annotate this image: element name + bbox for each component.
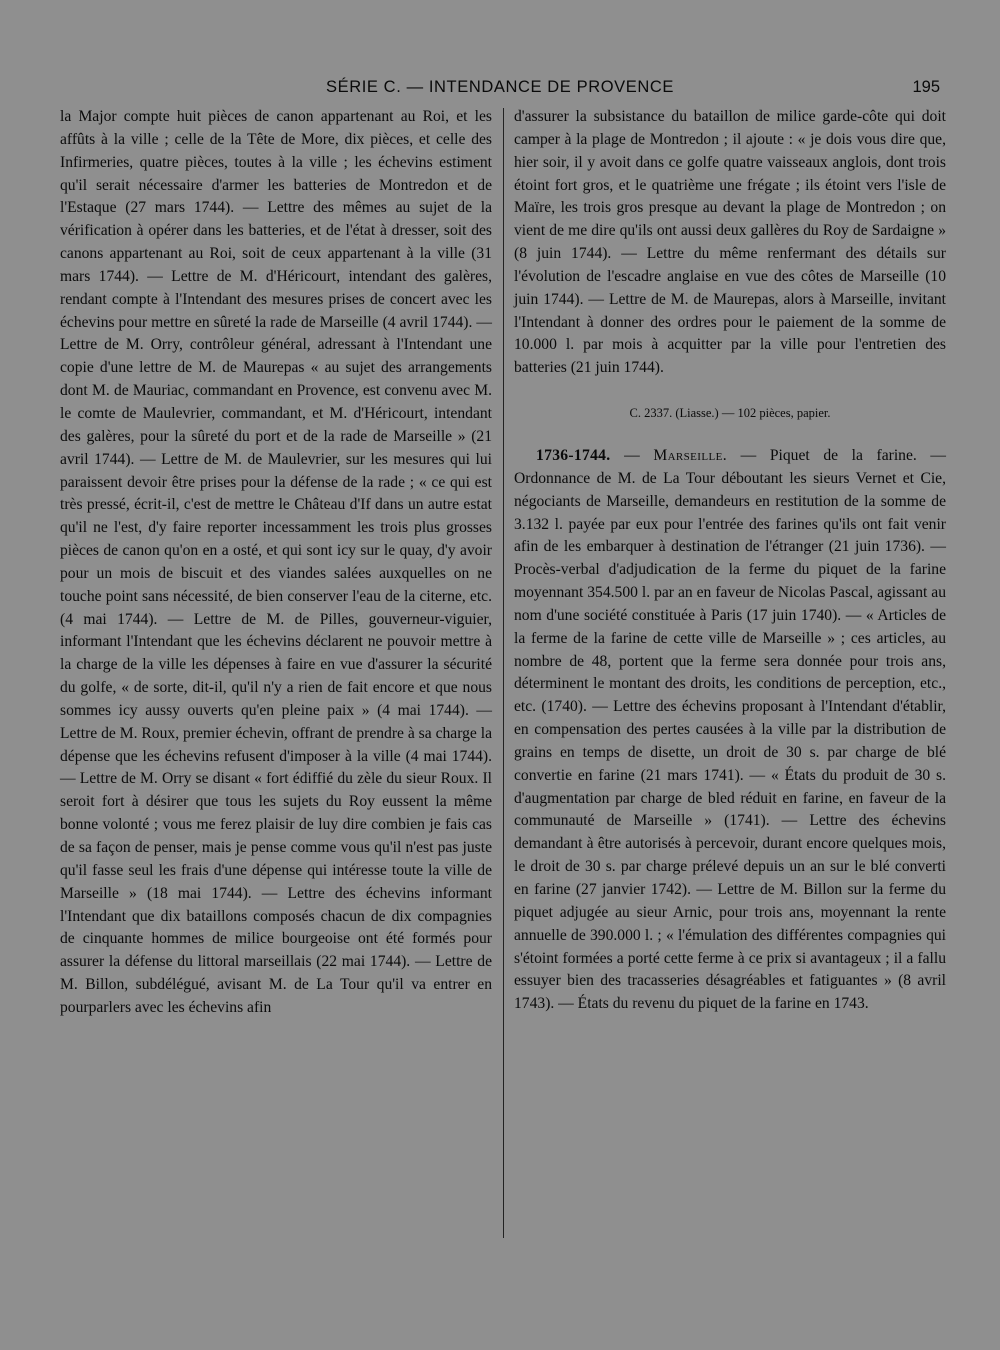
entry-paragraph [514, 445, 946, 1016]
page-number: 195 [912, 78, 940, 96]
continuation-paragraph: d'assurer la subsistance du bataillon de milice garde-côte qui doit camper à la plage de Montredon ; il ajoute : « je dois vous dire que, hier soir, il y avoit dans ce golfe quatre vaisseaux anglois, dont trois étoint fort gros, et le quatrième une frégate ; ils étoint vers l'isle de Maïre, les trois gros presque au devant la plage de Montredon ; on vient de me dire qu'ils ont aussi deux gallères du Roy de Sardaigne » (8 juin 1744). — Lettre du même renfermant des détails sur l'évolution de l'escadre anglaise en vue des côtes de Marseille (10 juin 1744). — Lettre de M. de Maurepas, alors à Marseille, invitant l'Intendant à donner des ordres pour le paiement de la somme de 10.000 l. par mois à acquitter par la ville pour l'entretien des batteries (21 juin 1744). [514, 108, 946, 377]
entry-date: 1736-1744. [536, 446, 611, 464]
entry-text: — Piquet de la farine. — Ordonnance de M. de La Tour déboutant les sieurs Vernet et Cie, négociants de Marseille, demandeurs en restitution de la somme de 3.132 l. payée par eux pour l'entrée des farines qu'ils ont fait venir afin de les embarquer à destination de l'étranger (21 juin 1736). — Procès-verbal d'adjudication de la ferme du piquet de la farine moyennant 354.500 l. par an en faveur de Nicolas Pascal, agissant au nom d'une société constituée à Paris (17 juin 1740). — « Articles de la ferme de la farine de cette ville de Marseille » ; ces articles, au nombre de 48, portent que la ferme sera donnée pour trois ans, déterminent le montant des droits, les conditions de perception, etc., etc. (1740). — Lettre des échevins proposant à l'Intendant d'établir, en compensation des pertes causées à la ville par la distribution de grains en temps de disette, un droit de 30 s. par charge de blé convertie en farine (21 mars 1741). — « États du produit de 30 s. d'augmentation par charge de bled réduit en farine, en faveur de la communauté de Marseille » (1741). — Lettre des échevins demandant à être autorisés à percevoir, durant encore quelques mois, le droit de 30 s. par charge prélevé depuis un an sur le blé converti en farine (27 janvier 1742). — Lettre de M. Billon sur la ferme du piquet adjugée au sieur Arnic, pour trois ans, moyennant la rente annuelle de 390.000 l. ; « l'émulation des différentes compagnies qui s'étoint formées a porté cette ferme à ce prix si avantageux ; il a fallu essuyer bien des tracasseries désagréables et fatiguantes » (8 avril 1743). — États du revenu du piquet de la farine en 1743. [514, 446, 946, 1013]
series-title: SÉRIE C. — INTENDANCE DE PROVENCE [325, 78, 675, 96]
right-column [514, 106, 946, 1016]
entry-place: Marseille. [653, 446, 728, 464]
column-divider [503, 108, 504, 1238]
archive-reference: C. 2337. (Liasse.) — 102 pièces, papier. [629, 406, 831, 421]
left-column [60, 106, 492, 1020]
running-header [60, 78, 940, 102]
left-column-text: la Major compte huit pièces de canon appartenant au Roi, et les affûts à la ville ; celle de la Tête de More, dix pièces, et celle des Infirmeries, quatre pièces, toutes à la ville ; les échevins estiment qu'il serait nécessaire d'armer les batteries de Montredon et de l'Estaque (27 mars 1744). — Lettre des mêmes au sujet de la vérification à opérer dans les batteries, et de l'état à dresser, soit des canons appartenant au Roi, soit de ceux appartenant à la ville (31 mars 1744). — Lettre de M. d'Héricourt, intendant des galères, rendant compte à l'Intendant des mesures prises de concert avec les échevins pour mettre en sûreté la rade de Marseille (4 avril 1744). — Lettre de M. Orry, contrôleur général, adressant à l'Intendant une copie d'une lettre de M. de Maurepas « au sujet des arrangements dont M. de Mauriac, commandant en Provence, est convenu avec M. le comte de Maulevrier, commandant, et M. d'Héricourt, intendant des galères, pour la sûreté du port et de la rade de Marseille » (21 avril 1744). — Lettre de M. de Maulevrier, sur les mesures qui lui paraissent devoir être prises pour la défense de la rade ; « ce qui est très pressé, écrit-il, c'est de mettre le Château d'If dans un autre estat qu'il ne l'est, d'y faire reporter incessamment les trois plus grosses pièces de canon qu'on en a osté, et qui sont icy sur le quay, d'y avoir pour un mois de biscuit et des viandes salées auxquelles on ne touche point sans nécessité, de bien conserver l'eau de la citerne, etc. (4 mai 1744). — Lettre de M. de Pilles, gouverneur-viguier, informant l'Intendant que les échevins déclarent ne pouvoir mettre à la charge de la ville les dépenses à faire en vue d'assurer la sécurité du golfe, « de sorte, dit-il, qu'il n'y a rien de fait encore et que nous sommes icy aussy ouverts qu'en pleine paix » (4 mai 1744). — Lettre de M. Roux, premier échevin, offrant de prendre à sa charge la dépense que les échevins refusent d'imposer à la ville (4 mai 1744). — Lettre de M. Orry se disant « fort édiffié du zèle du sieur Roux. Il seroit fort à désirer que tous les sujets du Roy eussent la même bonne volonté ; vous me ferez plaisir de luy dire combien je fais cas de sa façon de penser, mais je pense comme vous qu'il n'est pas juste qu'il fasse seul les frais d'une dépense qui intéresse toute la ville de Marseille » (18 mai 1744). — Lettre des échevins informant l'Intendant que dix bataillons composés chacun de dix compagnies de cinquante hommes de milice bourgeoise ont été formés pour assurer la défense du littoral marseillais (22 mai 1744). — Lettre de M. Billon, subdélégué, avisant M. de La Tour qu'il va entrer en pourparlers avec les échevins afin [60, 108, 492, 1016]
entry-dash: — [610, 446, 654, 464]
